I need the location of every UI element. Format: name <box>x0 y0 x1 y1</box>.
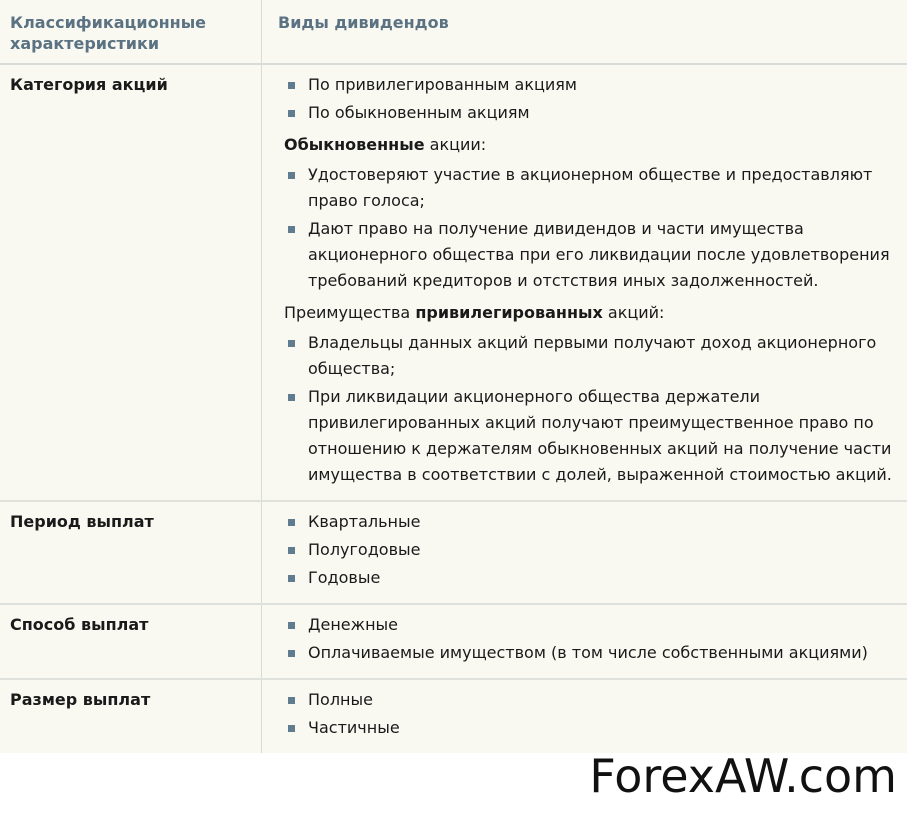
row-label: Размер выплат <box>0 680 262 753</box>
list-item: По привилегированным акциям <box>284 72 893 98</box>
bold-text: привилегированных <box>415 303 603 322</box>
list-item: Владельцы данных акций первыми получают доход акционерного общества; <box>284 330 893 382</box>
list-item: Квартальные <box>284 509 893 535</box>
list-item: Дают право на получение дивидендов и части имущества акционерного общества при его ликвидации после удовлетворения требований кредиторов и отстствия иных задолженностей. <box>284 216 893 294</box>
text: акции: <box>424 135 487 154</box>
row-content <box>262 680 907 753</box>
row-label: Категория акций <box>0 65 262 500</box>
header-dividend-types: Виды дивидендов <box>278 13 449 32</box>
table-row <box>0 605 907 680</box>
list-item: Оплачиваемые имуществом (в том числе собственными акциями) <box>284 640 893 666</box>
bold-text: Обыкновенные <box>284 135 425 154</box>
list-item: При ликвидации акционерного общества держатели привилегированных акций получают преимущественное право по отношению к держателям обыкновенных акций на получение части имущества в соответствии с долей, выраженной стоимостью акций. <box>284 384 893 488</box>
text: Преимущества <box>284 303 416 322</box>
list-item: Полугодовые <box>284 537 893 563</box>
row-content <box>262 65 907 500</box>
table-row <box>0 65 907 502</box>
table-row <box>0 680 907 753</box>
watermark-logo: ForexAW.com <box>589 749 897 803</box>
table-header <box>0 0 907 65</box>
row-content <box>262 502 907 603</box>
table-row <box>0 502 907 605</box>
list-item: Частичные <box>284 715 893 741</box>
paragraph-preferred <box>284 300 893 326</box>
paragraph-ordinary <box>284 132 893 158</box>
row-content <box>262 605 907 678</box>
list-item: По обыкновенным акциям <box>284 100 893 126</box>
list-item: Полные <box>284 687 893 713</box>
list-item: Удостоверяют участие в акционерном обществе и предоставляют право голоса; <box>284 162 893 214</box>
list-item: Годовые <box>284 565 893 591</box>
bullet-list <box>284 687 893 741</box>
header-classification: Классификационные характеристики <box>0 0 262 63</box>
row-label: Период выплат <box>0 502 262 603</box>
bullet-list <box>284 509 893 591</box>
list-item: Денежные <box>284 612 893 638</box>
bullet-list <box>284 162 893 294</box>
bullet-list <box>284 330 893 488</box>
bullet-list <box>284 72 893 126</box>
text: акций: <box>602 303 665 322</box>
row-label: Способ выплат <box>0 605 262 678</box>
bullet-list <box>284 612 893 666</box>
